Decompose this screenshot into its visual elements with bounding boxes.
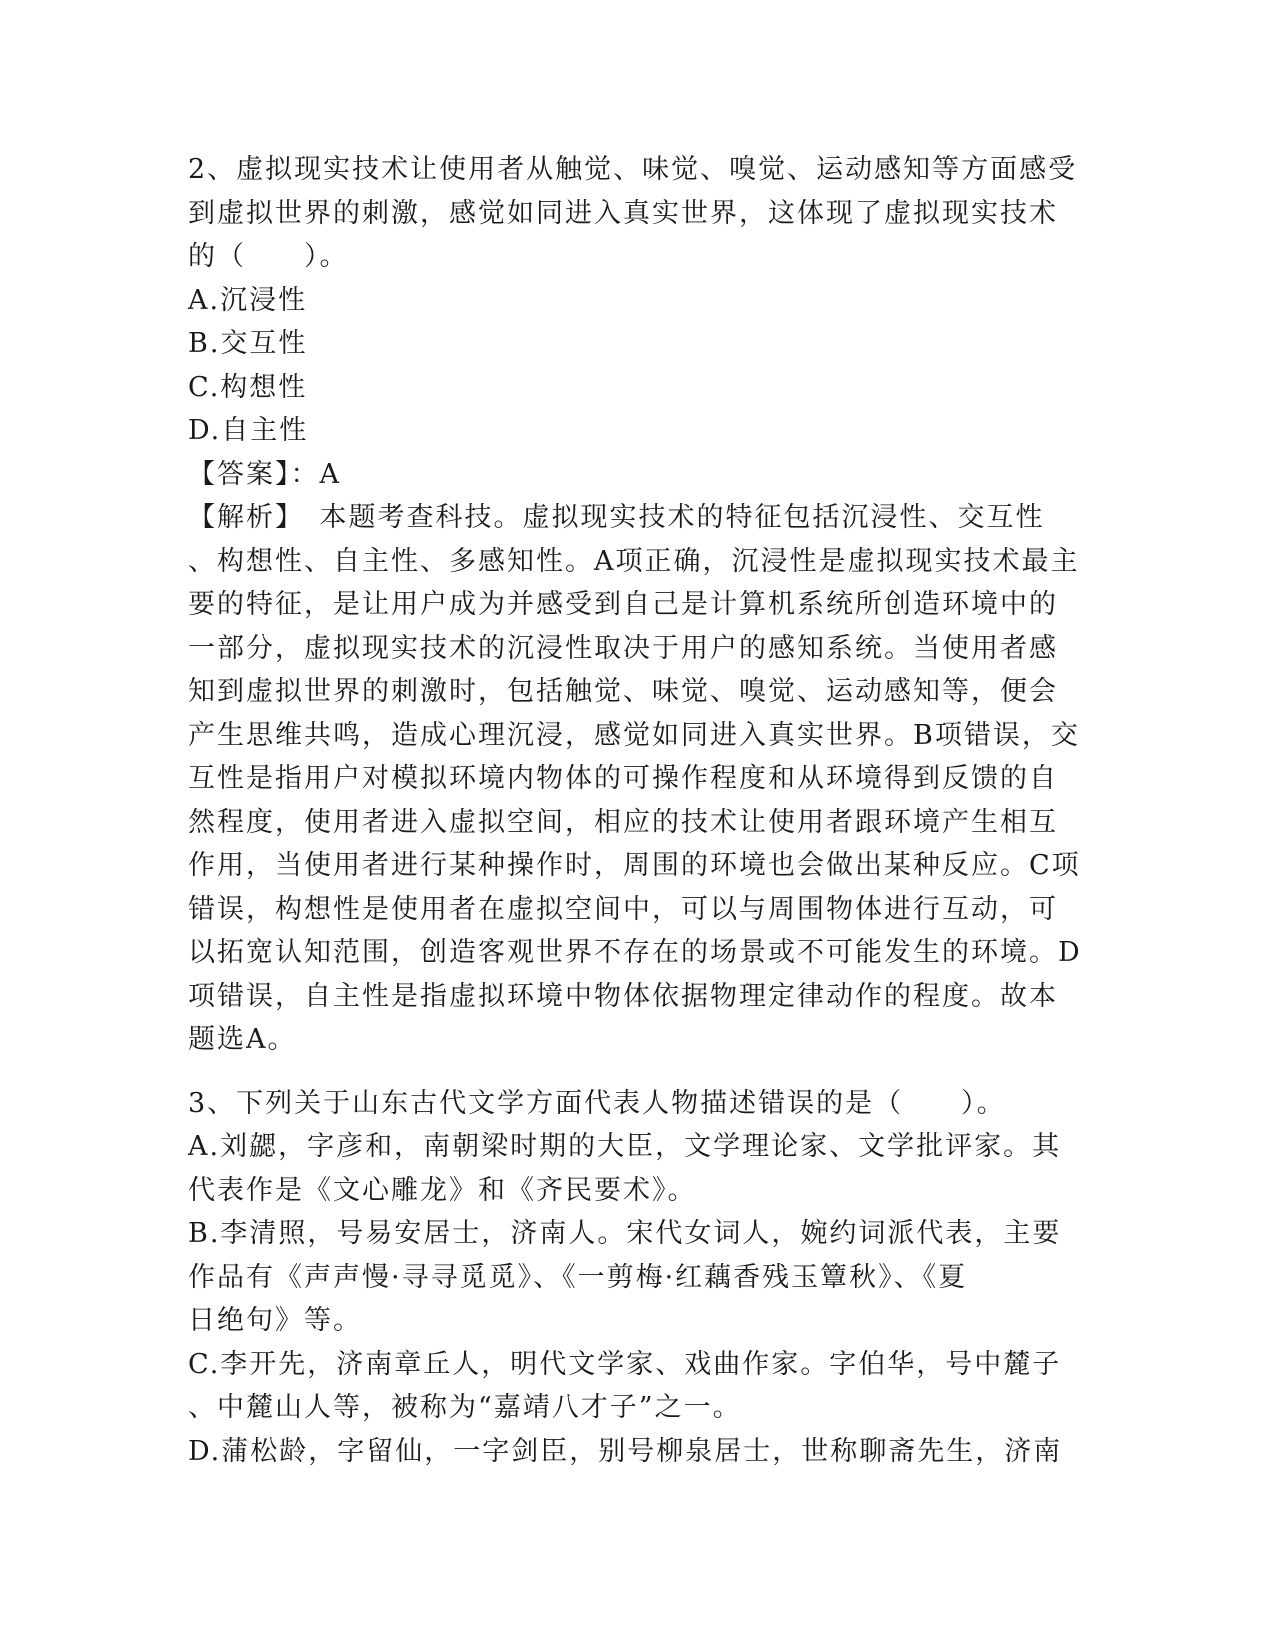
analysis-line: 【解析】 本题考查科技。虚拟现实技术的特征包括沉浸性、交互性	[188, 502, 1045, 533]
option-c: C.李开先，济南章丘人，明代文学家、戏曲作家。字伯华，号中麓子	[188, 1348, 1062, 1380]
analysis-line: 题选A。	[188, 1024, 297, 1055]
question-spacer	[188, 1062, 1088, 1082]
stem-line: 到虚拟世界的刺激，感觉如同进入真实世界，这体现了虚拟现实技术	[188, 197, 1058, 229]
option-a: A.沉浸性	[188, 284, 308, 316]
question-2-stem	[188, 148, 1088, 279]
option-a-continued: 代表作是《文心雕龙》和《齐民要术》。	[188, 1174, 697, 1206]
option-c: C.构想性	[188, 371, 308, 403]
option-d: D.蒲松龄，字留仙，一字剑臣，别号柳泉居士，世称聊斋先生，济南	[188, 1435, 1063, 1467]
analysis-line: 然程度，使用者进入虚拟空间，相应的技术让使用者跟环境产生相互	[188, 806, 1058, 838]
option-d: D.自主性	[188, 415, 309, 446]
option-b-continued: 日绝句》等。	[188, 1305, 362, 1336]
option-a: A.刘勰，字彦和，南朝梁时期的大臣，文学理论家、文学批评家。其	[188, 1131, 1062, 1162]
option-b: B.交互性	[188, 328, 308, 359]
analysis-line: 要的特征，是让用户成为并感受到自己是计算机系统所创造环境中的	[188, 589, 1058, 620]
stem-line: 2、虚拟现实技术让使用者从触觉、味觉、嗅觉、运动感知等方面感受	[188, 154, 1078, 185]
question-3-options	[188, 1125, 1088, 1473]
analysis-line: 项错误，自主性是指虚拟环境中物体依据物理定律动作的程度。故本	[188, 980, 1058, 1012]
question-3	[188, 1082, 1088, 1474]
analysis-line: 、构想性、自主性、多感知性。A项正确，沉浸性是虚拟现实技术最主	[188, 545, 1080, 577]
analysis-line: 知到虚拟世界的刺激时，包括触觉、味觉、嗅觉、运动感知等，便会	[188, 676, 1058, 707]
question-3-stem	[188, 1082, 1088, 1126]
document-page	[188, 148, 1088, 1473]
analysis-line: 互性是指用户对模拟环境内物体的可操作程度和从环境得到反馈的自	[188, 763, 1058, 794]
analysis-line: 产生思维共鸣，造成心理沉浸，感觉如同进入真实世界。B项错误，交	[188, 719, 1080, 751]
question-2-options	[188, 279, 1088, 453]
stem-line: 3、下列关于山东古代文学方面代表人物描述错误的是（ ）。	[188, 1087, 1006, 1119]
option-b-continued: 作品有《声声慢·寻寻觅觅》、《一剪梅·红藕香残玉簟秋》、《夏	[188, 1261, 968, 1293]
analysis-line: 作用，当使用者进行某种操作时，周围的环境也会做出某种反应。C项	[188, 850, 1081, 881]
stem-line: 的（ ）。	[188, 241, 349, 272]
question-2-analysis	[188, 496, 1088, 1062]
option-c-continued: 、中麓山人等，被称为“嘉靖八才子”之一。	[188, 1392, 742, 1423]
option-b: B.李清照，号易安居士，济南人。宋代女词人，婉约词派代表，主要	[188, 1218, 1062, 1249]
question-2	[188, 148, 1088, 1062]
analysis-line: 以拓宽认知范围，创造客观世界不存在的场景或不可能发生的环境。D	[188, 937, 1082, 968]
analysis-line: 一部分，虚拟现实技术的沉浸性取决于用户的感知系统。当使用者感	[188, 632, 1058, 664]
analysis-line: 错误，构想性是使用者在虚拟空间中，可以与周围物体进行互动，可	[188, 893, 1058, 925]
question-2-answer: 【答案】：A	[188, 458, 341, 490]
